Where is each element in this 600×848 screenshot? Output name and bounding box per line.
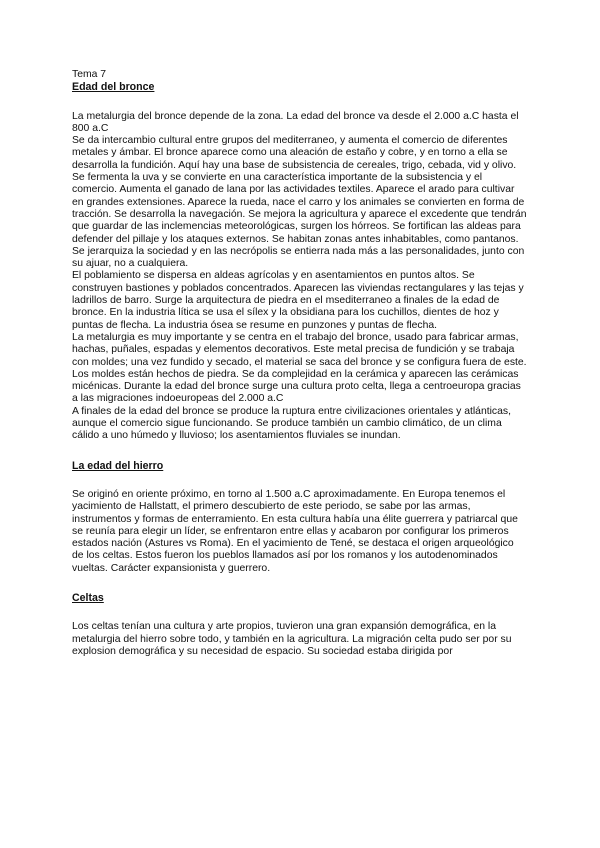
- paragraph: La metalurgia del bronce depende de la zona. La edad del bronce va desde el 2.000 a.C hasta el 800 a.C: [72, 110, 519, 134]
- section-spacer: [72, 443, 528, 460]
- paragraph: Los celtas tenían una cultura y arte propios, tuvieron una gran expansión demográfica, en la metalurgia del hierro sobre todo, y también en la agricultura. La migración celta pudo ser por su explosion demográfica y su necesidad de espacio. Su sociedad estaba dirigida por: [72, 621, 512, 657]
- paragraph: A finales de la edad del bronce se produce la ruptura entre civilizaciones orientales y atlánticas, aunque el comercio sigue funcionando. Se produce también un cambio climático, de un clima cálido a uno húmedo y lluvioso; los asentamientos fluviales se inundan.: [72, 405, 511, 442]
- document-page: [72, 69, 528, 658]
- section-heading-bronce: Edad del bronce: [72, 81, 155, 94]
- section-heading-hierro: La edad del hierro: [72, 459, 164, 472]
- paragraph: El poblamiento se dispersa en aldeas agrícolas y en asentamientos en puntos altos. Se construyen bastiones y poblados concentrados. Aparecen las viviendas rectangulares y las tejas y ladrillos de barro. Surge la arquitectura de piedra en el msediterraneo a finales de la edad de bronce. En la industria lítica se usa el sílex y la obsidiana para los cuchillos, dientes de hoz y puntas de flecha. La industria ósea se resume en punzones y puntas de flecha.: [72, 270, 524, 331]
- section-spacer: [72, 575, 528, 592]
- section-heading-celtas: Celtas: [72, 591, 104, 604]
- topic-label: Tema 7: [72, 69, 107, 80]
- paragraph: Se da intercambio cultural entre grupos del mediterraneo, y aumenta el comercio de diferentes metales y ámbar. El bronce aparece como una aleación de estaño y cobre, y en torno a ella se desarrolla la fundición. Aquí hay una base de subsistencia de cereales, trigo, cebada, vid y olivo. Se fermenta la uva y se convierte en una característica importante de la subsistencia y el comercio. Aumenta el ganado de lana por las actividades textiles. Aparece el arado para cultivar en grandes extensiones. Aparece la rueda, nace el carro y los animales se convierten en forma de tracción. Se desarrolla la navegación. Se mejora la agricultura y aparece el excedente que tendrán que guardar de las inclemencias meteorológicas, surgen los hórreos. Se fortifican las aldeas para defender del pillaje y los ataques externos. Se habitan zonas antes inhabitables, como pantanos. Se jerarquiza la sociedad y en las necrópolis se entierra nada más a las personalidades, junto con su ajuar, no a cualquiera.: [72, 135, 527, 270]
- paragraph: Se originó en oriente próximo, en torno al 1.500 a.C aproximadamente. En Europa tenemos el yacimiento de Hallstatt, el primero descubierto de este periodo, se sabe por las armas, instrumentos y formas de enterramiento. En esta cultura había una élite guerrera y patriarcal que se reunía para elegir un líder, se enfrentaron entre ellas y acabaron por configurar los primeros estados nación (Astures vs Roma). En el yacimiento de Tené, se destaca el origen arqueológico de los celtas. Estos fueron los pueblos llamados así por los romanos y los autodenominados vueltas. Carácter expansionista y guerrero.: [72, 488, 518, 574]
- paragraph: La metalurgia es muy importante y se centra en el trabajo del bronce, usado para fabricar armas, hachas, puñales, espadas y elementos decorativos. Este metal precisa de fundición y se trabaja con moldes; una vez fundido y secado, el material se saca del bronce y se configura fuera de este. Los moldes están hechos de piedra. Se da complejidad en la cerámica y aparecen las cerámicas micénicas. Durante la edad del bronce surge una cultura proto celta, llega a centroeuropa gracias a las migraciones indoeuropeas del 2.000 a.C: [72, 331, 527, 405]
